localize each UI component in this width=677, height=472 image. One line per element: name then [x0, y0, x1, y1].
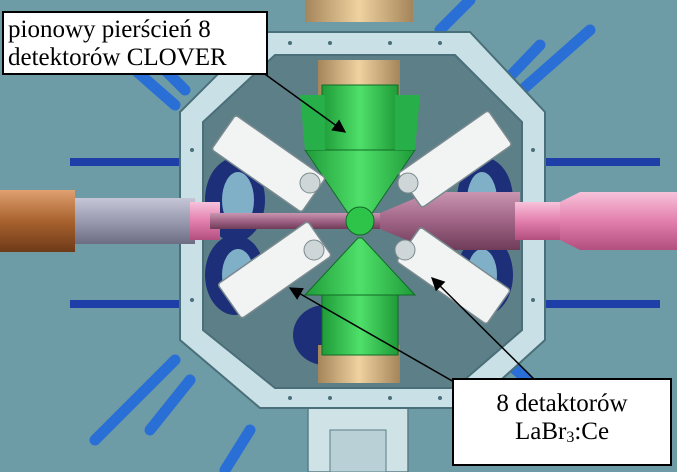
- labr-label-subscript: 3: [566, 429, 575, 446]
- labr-label-suffix: :Ce: [574, 418, 610, 445]
- beam-gray-section: [75, 198, 195, 244]
- labr-label-box: [452, 378, 672, 466]
- upper-clover-body: [322, 85, 398, 155]
- labr-label-line1: 8 detaktorów: [496, 390, 628, 417]
- beam-pink-right: [515, 202, 560, 240]
- labr-label-line2: [458, 418, 666, 447]
- lower-clover-body: [322, 290, 398, 355]
- labr-label-prefix: LaBr: [514, 418, 567, 445]
- clover-label-box: [2, 11, 268, 75]
- clover-label-line2: detektorów CLOVER: [8, 44, 227, 71]
- bottom-mount-slot: [330, 430, 386, 472]
- beam-pink-right-flange: [560, 192, 677, 250]
- clover-label-line1: pionowy pierścień 8: [8, 16, 211, 43]
- target-chamber: [346, 207, 374, 235]
- top-gold-cylinder: [305, 0, 413, 22]
- beam-brown-flange: [0, 190, 75, 252]
